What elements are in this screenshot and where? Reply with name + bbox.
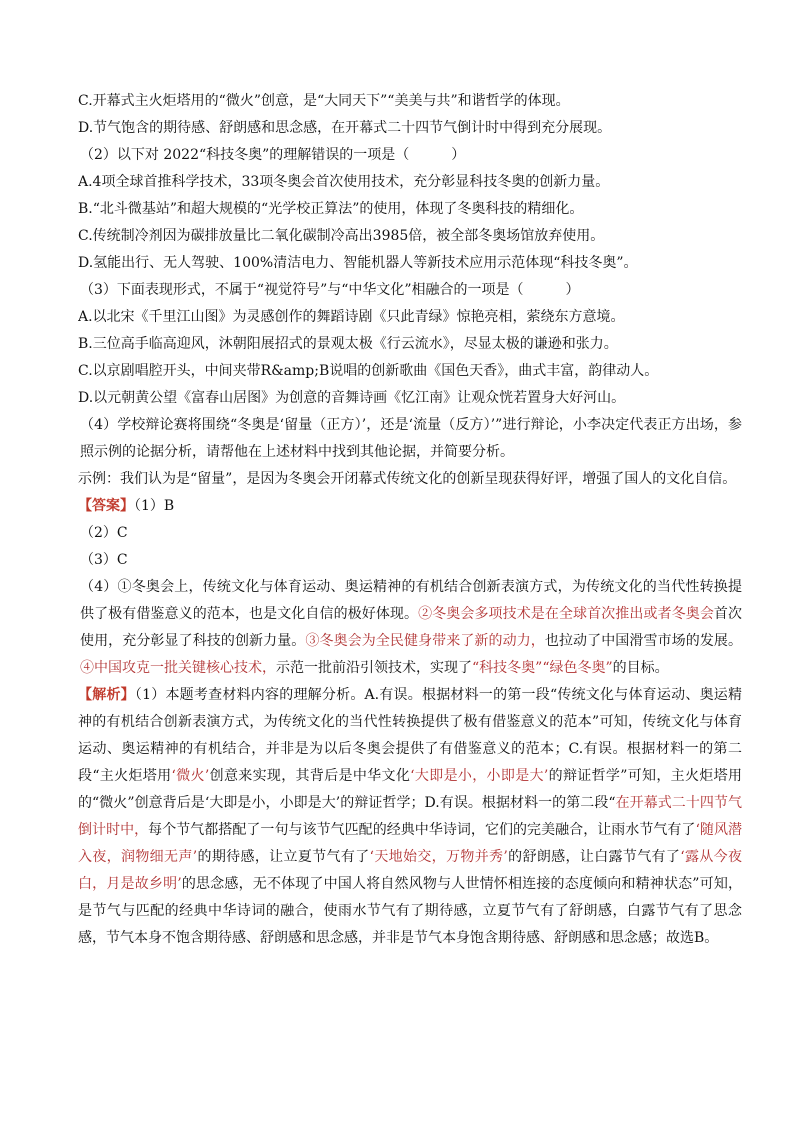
answer-4-text: 的目标。 bbox=[612, 660, 669, 676]
q3-option-b: B.三位高手临高迎风，沐朝阳展招式的景观太极《行云流水》，尽显太极的谦逊和张力。 bbox=[78, 336, 618, 352]
answer-4-text: 示范一批前沿引领技术，实现了 bbox=[276, 660, 472, 676]
q2-stem: （2）以下对 2022“科技冬奥”的理解错误的一项是（ ） bbox=[80, 147, 466, 163]
answer-3: （3）C bbox=[80, 552, 128, 568]
analysis-label: 【解析】 bbox=[78, 687, 135, 703]
analysis-text: 的辩证哲学”可知，主火炬塔用的“微火”创意背后是‘大即是小，小即是大’的辩证哲学；D.有误。根据材料一的第二段“ bbox=[78, 768, 742, 811]
analysis-text: 每个节气都搭配了一句与该节气匹配的经典中华诗词，它们的完美融合，让雨水节气有了 bbox=[148, 822, 696, 838]
analysis-text: 创意来实现，其背后是中华文化 bbox=[209, 768, 411, 784]
answer-4-text: （4）①冬奥会上，传统文化与体育运动、奥运精神的有机结合创新表演方式，为传统文化的当代性转换提供了极有借鉴意义的范本，也是文化自信的极好体现。 bbox=[80, 579, 742, 622]
answer-1: （1）B bbox=[134, 498, 175, 514]
q2-option-a: A.4项全球首推科学技术，33项冬奥会首次使用技术，充分彰显科技冬奥的创新力量。 bbox=[78, 174, 610, 190]
answer-4-text: 也拉动了中国滑雪市场的发展。 bbox=[544, 633, 743, 649]
analysis-highlight: ‘微火’ bbox=[171, 768, 210, 784]
answer-4-highlight: ③冬奥会为全民健身带来了新的动力， bbox=[305, 633, 545, 649]
q1-option-c: C.开幕式主火炬塔用的“微火”创意，是“大同天下”“美美与共”和谐哲学的体现。 bbox=[78, 93, 570, 109]
analysis-highlight: 在开幕式二十四节气倒计时中， bbox=[78, 795, 743, 838]
analysis-highlight: ‘天地始交，万物并秀’ bbox=[369, 849, 508, 865]
q2-option-b: B.“北斗微基站”和超大规模的“光学校正算法”的使用，体现了冬奥科技的精细化。 bbox=[78, 201, 584, 217]
q4-stem: （4）学校辩论赛将围绕“冬奥是‘留量（正方）’，还是‘流量（反方）’”进行辩论，小李决定代表正方出场，参照示例的论据分析，请帮他在上述材料中找到其他论据，并简要分析。 bbox=[80, 417, 742, 460]
q2-option-d: D.氢能出行、无人驾驶、100%清洁电力、智能机器人等新技术应用示范体现“科技冬奥”。 bbox=[78, 255, 638, 271]
answer-4-text: 首次使用，充分彰显了科技的创新力量。 bbox=[80, 606, 743, 649]
analysis-text: 的思念感，无不体现了中国人将自然风物与人世情怀相连接的态度倾向和精神状态”可知，是节气与匹配的经典中华诗词的融合，使雨水节气有了期待感，立夏节气有了舒朗感，白露节气有了思念感，节气本身不饱含期待感、舒朗感和思念感，并非是节气本身饱含期待感、舒朗感和思念感；故选B。 bbox=[78, 876, 742, 946]
q1-option-d: D.节气饱含的期待感、舒朗感和思念感，在开幕式二十四节气倒计时中得到充分展现。 bbox=[78, 120, 612, 136]
analysis-highlight: ‘随风潜入夜，润物细无声’ bbox=[78, 822, 743, 865]
q3-option-c: C.以京剧唱腔开头，中间夹带R&amp;B说唱的创新歌曲《国色天香》，曲式丰富，韵律动人。 bbox=[78, 363, 659, 379]
analysis-highlight: ‘大即是小，小即是大’ bbox=[410, 768, 549, 784]
analysis-text: 的期待感，让立夏节气有了 bbox=[197, 849, 370, 865]
answer-4-highlight: ④中国攻克一批关键核心技术， bbox=[80, 660, 276, 676]
q4-example: 示例：我们认为是“留量”，是因为冬奥会开闭幕式传统文化的创新呈现获得好评，增强了国人的文化自信。 bbox=[78, 471, 737, 487]
q3-option-d: D.以元朝黄公望《富春山居图》为创意的音舞诗画《忆江南》让观众恍若置身大好河山。 bbox=[78, 390, 626, 406]
answer-2: （2）C bbox=[80, 525, 128, 541]
analysis-text: （1）本题考查材料内容的理解分析。A.有误。根据材料一的第一段“传统文化与体育运动、奥运精神的有机结合创新表演方式，为传统文化的当代性转换提供了极有借鉴意义的范本”可知，传统文化与体育运动、奥运精神的有机结合，并非是为以后冬奥会提供了有借鉴意义的范本；C.有误。根据材料一的第二段“主火炬塔用 bbox=[78, 687, 743, 784]
q3-stem: （3）下面表现形式，不属于“视觉符号”与“中华文化”相融合的一项是（ ） bbox=[80, 282, 580, 298]
q3-option-a: A.以北宋《千里江山图》为灵感创作的舞蹈诗剧《只此青绿》惊艳亮相，萦绕东方意境。 bbox=[78, 309, 625, 325]
answer-4 bbox=[78, 574, 742, 682]
analysis-text: 的舒朗感，让白露节气有了 bbox=[507, 849, 681, 865]
analysis bbox=[78, 682, 742, 952]
answer-row-1 bbox=[78, 493, 742, 520]
analysis-highlight: ‘露从今夜白，月是故乡明’ bbox=[78, 849, 743, 892]
answer-label: 【答案】 bbox=[78, 498, 134, 514]
answer-4-highlight: “科技冬奥”“绿色冬奥” bbox=[472, 660, 613, 676]
answer-4-highlight: ②冬奥会多项技术是在全球首次推出或者冬奥会 bbox=[418, 606, 714, 622]
q2-option-c: C.传统制冷剂因为碳排放量比二氧化碳制冷高出3985倍，被全部冬奥场馆放弃使用。 bbox=[78, 228, 605, 244]
